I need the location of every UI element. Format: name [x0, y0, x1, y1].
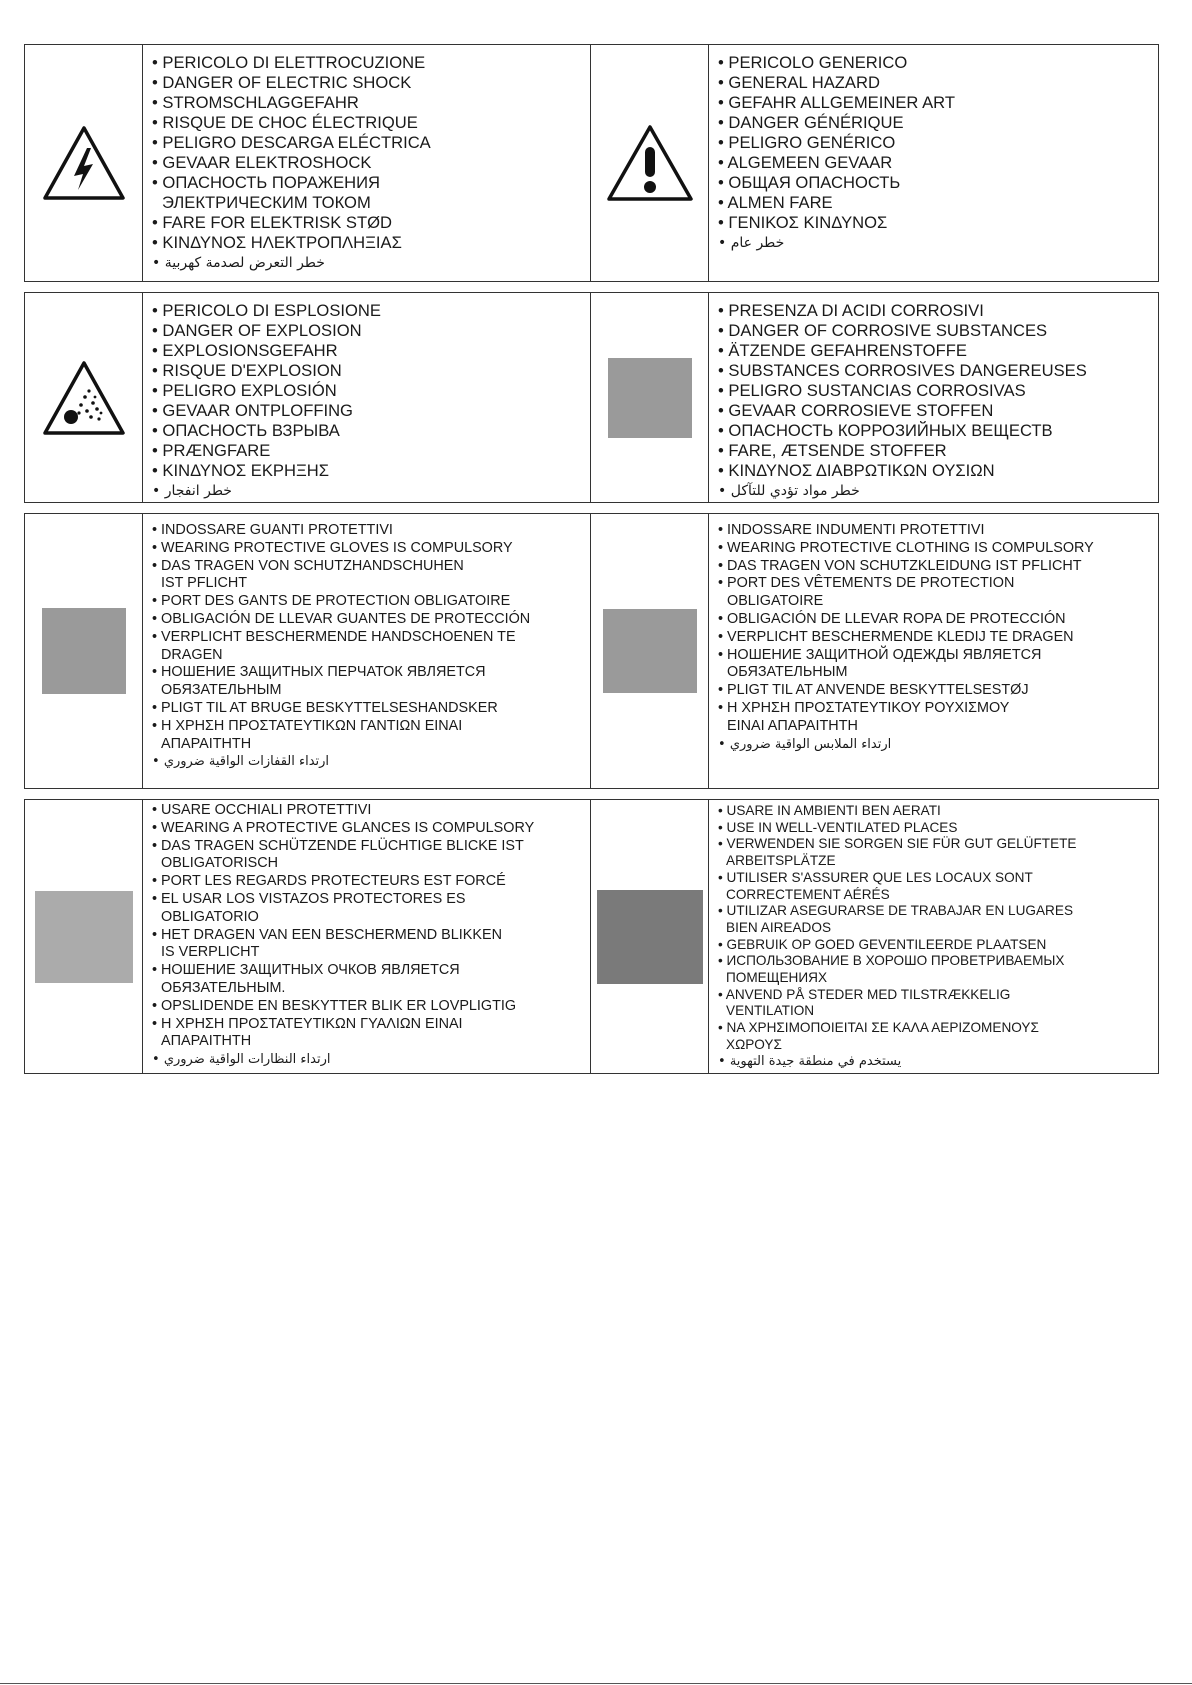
hazard-line: • Η ΧΡΗΣΗ ΠΡΟΣΤΑΤΕΥΤΙΚΩΝ ΓΥΑΛΙΩΝ ΕΙΝΑΙ: [152, 1015, 463, 1032]
hazard-line: ЭЛЕКТРИЧЕСКИМ ТОКОМ: [162, 193, 371, 212]
hazard-line: • GEVAAR ELEKTROSHOCK: [152, 153, 372, 172]
explosion-warning-icon: [41, 359, 127, 437]
hazard-line: ΧΩΡΟΥΣ: [726, 1036, 782, 1052]
hazard-line-arabic: • خطر التعرض لصدمة كهربية: [152, 255, 325, 271]
hazard-line: OBLIGATOIRE: [727, 593, 824, 610]
icon-cell-clothing: [591, 514, 709, 788]
hazard-line: • PELIGRO DESCARGA ELÉCTRICA: [152, 133, 431, 152]
hazard-line: • EXPLOSIONSGEFAHR: [152, 341, 338, 360]
gloves-placeholder-icon: [42, 608, 126, 694]
hazard-line: • ΓΕΝΙΚΟΣ ΚΙΝΔΥΝΟΣ: [718, 213, 888, 232]
icon-cell-explosion: [25, 293, 143, 502]
hazard-line: • ΝΑ ΧΡΗΣΙΜΟΠΟΙΕΙΤΑΙ ΣΕ ΚΑΛΑ ΑΕΡΙΖΟΜΕΝΟΥΣ: [718, 1020, 1039, 1036]
hazard-line: • HET DRAGEN VAN EEN BESCHERMEND BLIKKEN: [152, 926, 502, 943]
hazard-line: • ΚΙΝΔΥΝΟΣ ΔΙΑΒΡΩΤΙΚΩΝ ΟΥΣΙΩΝ: [718, 461, 995, 480]
hazard-line-arabic: • خطر انفجار: [152, 483, 232, 499]
hazard-line: • UTILISER S'ASSURER QUE LES LOCAUX SONT: [718, 869, 1033, 885]
hazard-line: • DAS TRAGEN VON SCHUTZKLEIDUNG IST PFLICHT: [718, 557, 1082, 574]
hazard-line: • PORT LES REGARDS PROTECTEURS EST FORCÉ: [152, 873, 506, 890]
ventilation-placeholder-icon: [597, 890, 703, 984]
hazard-line: • PERICOLO GENERICO: [718, 53, 908, 72]
warning-panel-2: [24, 292, 1159, 503]
hazard-line: • DANGER OF ELECTRIC SHOCK: [152, 73, 412, 92]
hazard-line: • VERPLICHT BESCHERMENDE KLEDIJ TE DRAGEN: [718, 628, 1074, 645]
general-hazard-warning-icon: [605, 123, 695, 203]
hazard-line: • GEVAAR CORROSIEVE STOFFEN: [718, 401, 994, 420]
hazard-line: • ОПАСНОСТЬ ПОРАЖЕНИЯ: [152, 173, 381, 192]
icon-cell-goggles: [25, 800, 143, 1073]
hazard-line-arabic: • ارتداء الملابس الواقية ضروري: [718, 736, 892, 752]
hazard-line: OBLIGATORIO: [161, 908, 259, 925]
hazard-line: • FARE FOR ELEKTRISK STØD: [152, 213, 393, 232]
hazard-line: • WEARING PROTECTIVE CLOTHING IS COMPULSORY: [718, 539, 1094, 556]
hazard-line: • OPSLIDENDE EN BESKYTTER BLIK ER LOVPLIGTIG: [152, 997, 517, 1014]
hazard-line: • USARE OCCHIALI PROTETTIVI: [152, 802, 372, 818]
page-bottom-rule: [0, 1683, 1192, 1684]
hazard-line: ΑΠΑΡΑΙΤΗΤΗ: [161, 1033, 252, 1050]
warning-panel-3: [24, 513, 1159, 789]
hazard-line: • PELIGRO SUSTANCIAS CORROSIVAS: [718, 381, 1026, 400]
hazard-line: • PORT DES VÊTEMENTS DE PROTECTION: [718, 575, 1015, 592]
hazard-line: • UTILIZAR ASEGURARSE DE TRABAJAR EN LUGARES: [718, 903, 1074, 919]
hazard-line: • INDOSSARE GUANTI PROTETTIVI: [152, 522, 393, 538]
hazard-line-arabic: • يستخدم في منطقة جيدة التهوية: [718, 1053, 902, 1069]
hazard-line: • PLIGT TIL AT BRUGE BESKYTTELSESHANDSKER: [152, 699, 498, 716]
corrosive-placeholder-icon: [608, 358, 692, 438]
hazard-line: BIEN AIREADOS: [726, 919, 832, 935]
text-cell-goggles: [143, 800, 591, 1073]
text-cell-corrosive: [709, 293, 1159, 502]
hazard-line: ΑΠΑΡΑΙΤΗΤΗ: [161, 735, 252, 752]
hazard-line: • PRESENZA DI ACIDI CORROSIVI: [718, 301, 984, 320]
hazard-line: • Η ΧΡΗΣΗ ΠΡΟΣΤΑΤΕΥΤΙΚΟΥ ΡΟΥΧΙΣΜΟΥ: [718, 699, 1010, 716]
hazard-line: • RISQUE D'EXPLOSION: [152, 361, 342, 380]
hazard-line: • DANGER OF CORROSIVE SUBSTANCES: [718, 321, 1048, 340]
hazard-line: • PERICOLO DI ELETTROCUZIONE: [152, 53, 426, 72]
hazard-line: • ΚΙΝΔΥΝΟΣ ΕΚΡΗΞΗΣ: [152, 461, 329, 480]
hazard-line: VENTILATION: [726, 1003, 815, 1019]
text-cell-explosion: [143, 293, 591, 502]
hazard-line: • OBLIGACIÓN DE LLEVAR GUANTES DE PROTECCIÓN: [152, 610, 531, 627]
hazard-line: • GEFAHR ALLGEMEINER ART: [718, 93, 955, 112]
clothing-placeholder-icon: [603, 609, 697, 693]
hazard-line: • ΚΙΝΔΥΝΟΣ ΗΛΕΚΤΡΟΠΛΗΞΙΑΣ: [152, 233, 402, 252]
text-cell-ventilation: [709, 800, 1159, 1073]
hazard-line: ОБЯЗАТЕЛЬНЫМ: [161, 682, 282, 699]
hazard-line-arabic: • خطر مواد تؤدي للتآكل: [718, 483, 860, 499]
hazard-line: • PELIGRO EXPLOSIÓN: [152, 381, 337, 400]
hazard-line: DRAGEN: [161, 646, 223, 663]
hazard-line: IST PFLICHT: [161, 575, 248, 592]
hazard-line: • PORT DES GANTS DE PROTECTION OBLIGATOIRE: [152, 593, 511, 610]
hazard-line: • DANGER OF EXPLOSION: [152, 321, 362, 340]
icon-cell-gloves: [25, 514, 143, 788]
hazard-line: • ANVEND PÅ STEDER MED TILSTRÆKKELIG: [718, 986, 1011, 1002]
hazard-line: • PERICOLO DI ESPLOSIONE: [152, 301, 381, 320]
icon-cell-general: [591, 45, 709, 281]
hazard-line: • ALGEMEEN GEVAAR: [718, 153, 893, 172]
hazard-line: • НОШЕНИЕ ЗАЩИТНЫХ ПЕРЧАТОК ЯВЛЯЕТСЯ: [152, 664, 486, 681]
icon-cell-corrosive: [591, 293, 709, 502]
hazard-line: ОБЯЗАТЕЛЬНЫМ.: [161, 979, 286, 996]
icon-cell-electric: [25, 45, 143, 281]
hazard-line: • WEARING A PROTECTIVE GLANCES IS COMPULSORY: [152, 819, 535, 836]
electric-shock-warning-icon: [41, 124, 127, 202]
hazard-line: OBLIGATORISCH: [161, 855, 279, 872]
text-cell-gloves: [143, 514, 591, 788]
hazard-line: • FARE, ÆTSENDE STOFFER: [718, 441, 947, 460]
text-cell-clothing: [709, 514, 1159, 788]
hazard-line-arabic: • خطر عام: [718, 235, 785, 251]
hazard-line: • STROMSCHLAGGEFAHR: [152, 93, 359, 112]
hazard-line: • GEVAAR ONTPLOFFING: [152, 401, 353, 420]
hazard-line-arabic: • ارتداء القفازات الواقية ضروري: [152, 754, 330, 770]
text-cell-electric: [143, 45, 591, 281]
hazard-line: • НОШЕНИЕ ЗАЩИТНЫХ ОЧКОВ ЯВЛЯЕТСЯ: [152, 962, 460, 979]
hazard-line: • PRÆNGFARE: [152, 441, 271, 460]
warning-panel-1: [24, 44, 1159, 282]
hazard-line: ΕΙΝΑΙ ΑΠΑΡΑΙΤΗΤΗ: [727, 717, 858, 734]
hazard-line: • RISQUE DE CHOC ÉLECTRIQUE: [152, 113, 418, 132]
hazard-line: • НОШЕНИЕ ЗАЩИТНОЙ ОДЕЖДЫ ЯВЛЯЕТСЯ: [718, 646, 1042, 663]
text-cell-general: [709, 45, 1159, 281]
warning-panel-4: [24, 799, 1159, 1074]
hazard-line: • GENERAL HAZARD: [718, 73, 880, 92]
hazard-line: • EL USAR LOS VISTAZOS PROTECTORES ES: [152, 890, 466, 907]
hazard-line: ПОМЕЩЕНИЯХ: [726, 970, 828, 986]
hazard-line: CORRECTEMENT AÉRÉS: [726, 886, 890, 902]
hazard-line: • DAS TRAGEN VON SCHUTZHANDSCHUHEN: [152, 557, 464, 574]
hazard-line: • ОПАСНОСТЬ ВЗРЫВА: [152, 421, 340, 440]
hazard-line: • DAS TRAGEN SCHÜTZENDE FLÜCHTIGE BLICKE IST: [152, 837, 524, 854]
hazard-line: • PELIGRO GENÉRICO: [718, 133, 896, 152]
goggles-placeholder-icon: [35, 891, 133, 983]
hazard-line: • ALMEN FARE: [718, 193, 833, 212]
hazard-line: • ÄTZENDE GEFAHRENSTOFFE: [718, 341, 967, 360]
hazard-line: ОБЯЗАТЕЛЬНЫМ: [727, 664, 848, 681]
hazard-line: • ОБЩАЯ ОПАСНОСТЬ: [718, 173, 901, 192]
hazard-line: • OBLIGACIÓN DE LLEVAR ROPA DE PROTECCIÓN: [718, 610, 1066, 627]
hazard-line: • USARE IN AMBIENTI BEN AERATI: [718, 803, 941, 818]
hazard-line: • WEARING PROTECTIVE GLOVES IS COMPULSORY: [152, 539, 513, 556]
hazard-line: • USE IN WELL-VENTILATED PLACES: [718, 819, 958, 835]
hazard-line: ARBEITSPLÄTZE: [726, 853, 836, 869]
hazard-line: • DANGER GÉNÉRIQUE: [718, 113, 904, 132]
hazard-line: • ОПАСНОСТЬ КОРРОЗИЙНЫХ ВЕЩЕСТВ: [718, 421, 1053, 440]
hazard-line: • VERPLICHT BESCHERMENDE HANDSCHOENEN TE: [152, 628, 516, 645]
hazard-line: • VERWENDEN SIE SORGEN SIE FÜR GUT GELÜFTETE: [718, 836, 1077, 852]
hazard-line: • Η ΧΡΗΣΗ ΠΡΟΣΤΑΤΕΥΤΙΚΩΝ ΓΑΝΤΙΩΝ ΕΙΝΑΙ: [152, 717, 463, 734]
hazard-line: • INDOSSARE INDUMENTI PROTETTIVI: [718, 522, 985, 538]
hazard-line: • GEBRUIK OP GOED GEVENTILEERDE PLAATSEN: [718, 936, 1047, 952]
hazard-line: • ИСПОЛЬЗОВАНИЕ В ХОРОШО ПРОВЕТРИВАЕМЫХ: [718, 953, 1065, 969]
hazard-line: IS VERPLICHT: [161, 944, 260, 961]
hazard-line: • SUBSTANCES CORROSIVES DANGEREUSES: [718, 361, 1087, 380]
hazard-line: • PLIGT TIL AT ANVENDE BESKYTTELSESTØJ: [718, 682, 1029, 699]
icon-cell-ventilation: [591, 800, 709, 1073]
hazard-line-arabic: • ارتداء النظارات الواقية ضروري: [152, 1052, 331, 1068]
